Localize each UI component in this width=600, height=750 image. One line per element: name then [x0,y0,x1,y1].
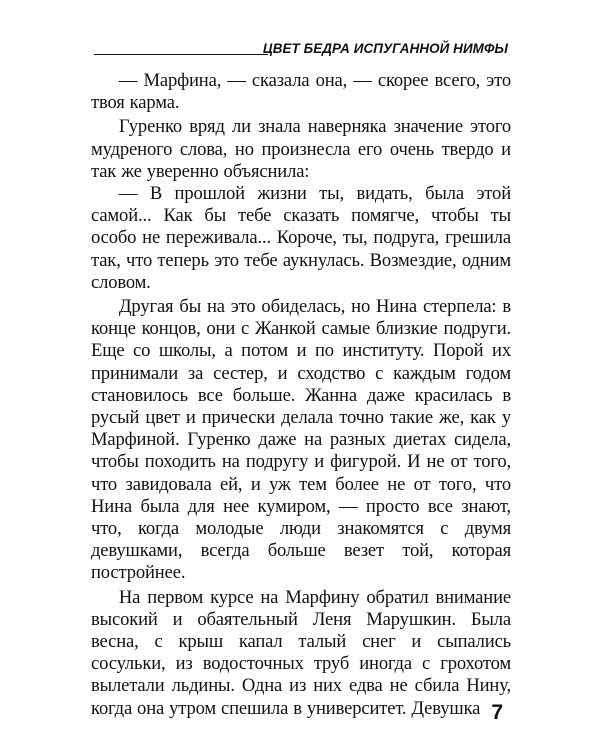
paragraph: Гуренко вряд ли знала наверняка значение этого мудреного слова, но произнесла его очень твердо и так же уверенно объяснила: [91,116,511,182]
paragraph: — В прошлой жизни ты, видать, была этой самой... Как бы тебе сказать помягче, чтобы ты особо не переживала... Короче, ты, подруга, грешила так, что теперь это тебе аукнулась. Возмездие, одним словом. [91,183,511,293]
running-title: ЦВЕТ БЕДРА ИСПУГАННОЙ НИМФЫ [262,41,508,56]
paragraph: На первом курсе на Марфину обратил внимание высокий и обаятельный Леня Марушкин. Была весна, с крыш капал талый снег и сыпались сосульки, из водосточных труб иногда с грохотом вылетали льдины. Одна из них едва не сбила Нину, когда она утром спешила в университет. Девушка [91,586,511,719]
paragraph: — Марфина, — сказала она, — скорее всего, это твоя карма. [91,70,511,114]
paragraph: Другая бы на это обиделась, но Нина стерпела: в конце концов, они с Жанкой самые близкие подруги. Еще со школы, а потом и по институту. Порой их принимали за сестер, и сходство с каждым годом становилось все больше. Жанна даже красилась в русый цвет и прически делала точно такие же, как у Марфиной. Гуренко даже на разных диетах сидела, чтобы походить на подругу и фигурой. И не от того, что завидовала ей, и уж тем более не от того, что Нина была для нее кумиром, — просто все знают, что, когда молодые люди знакомятся с двумя девушками, всегда больше везет той, которая постройнее. [91,296,511,584]
page-number: 7 [491,701,503,724]
header-rule [94,54,268,55]
body-text [91,70,511,720]
running-header [94,34,508,58]
